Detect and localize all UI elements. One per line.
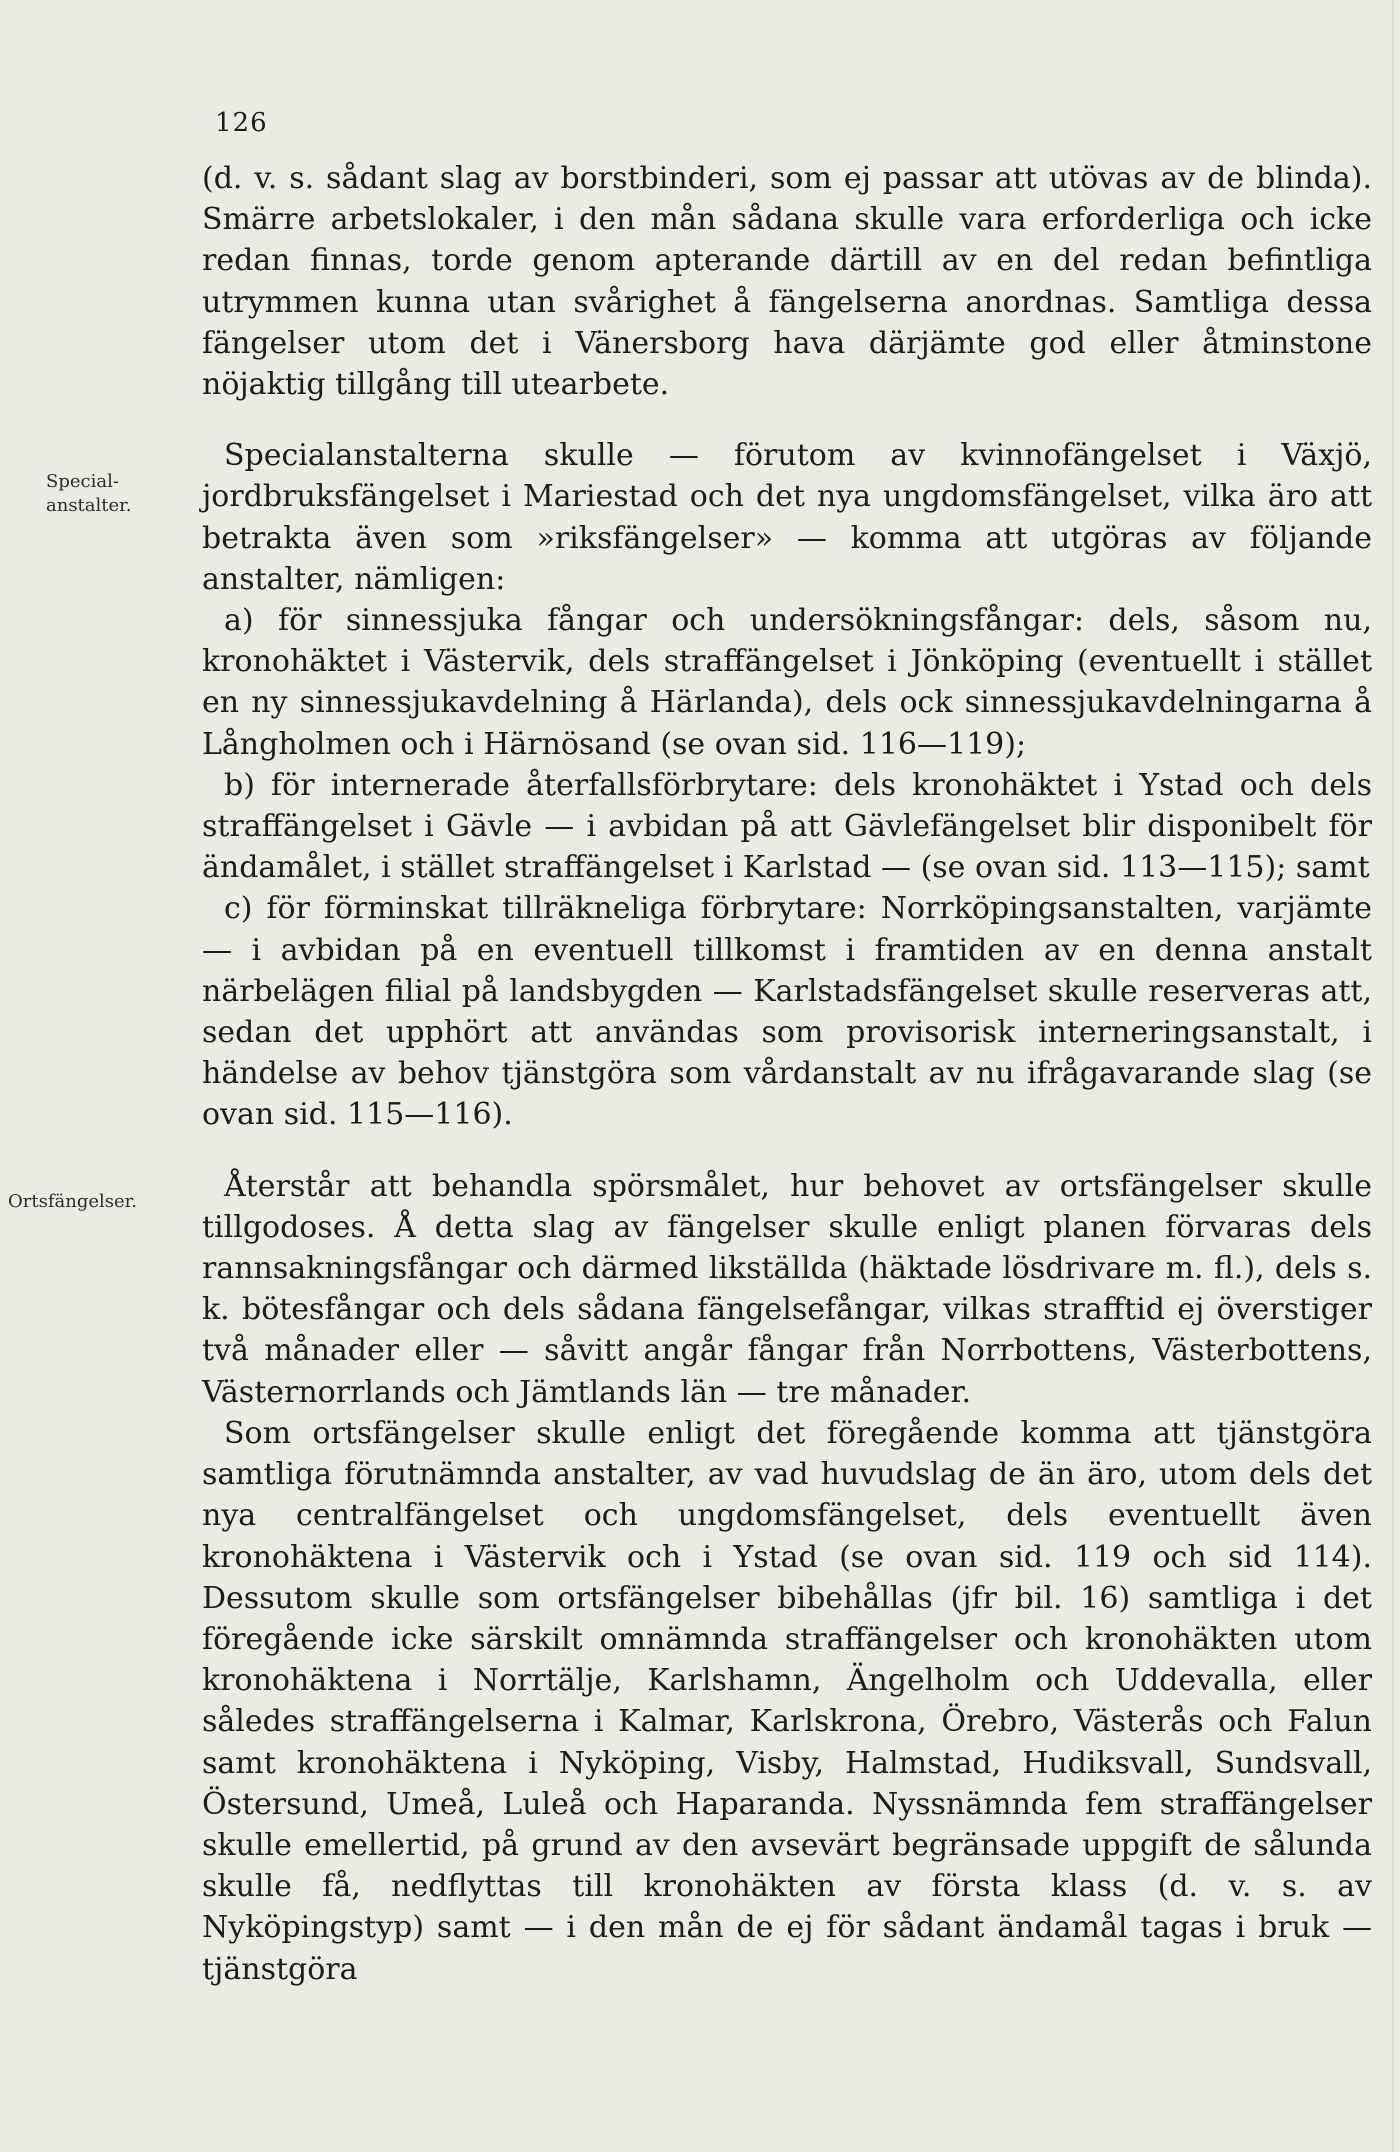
list-item-c: c) för förminskat tillräkneliga förbrytare: Norrköpingsanstalten, varjämte — i avbidan på en eventuell tillkomst i framtiden av en denna anstalt närbelägen filial på landsbygden — Karlstadsfängelset skulle reserveras att, sedan det upphört att användas som provisorisk interneringsanstalt, i händelse av behov tjänstgöra som vårdanstalt av nu ifrågavarande slag (se ovan sid. 115—116). xyxy=(202,891,1372,1133)
paragraph-ortsfangelser-list: Som ortsfängelser skulle enligt det föregående komma att tjänstgöra samtliga förutnämnda anstalter, av vad huvudslag de än äro, utom dels det nya centralfängelset och ungdomsfängelset, dels eventuellt även kronohäktena i Västervik och i Ystad (se ovan sid. 119 och sid 114). Dessutom skulle som ortsfängelser bibehållas (jfr bil. 16) samtliga i det föregående icke särskilt omnämnda straffängelser och kronohäkten utom kronohäktena i Norrtälje, Karlshamn, Ängelholm och Uddevalla, eller således straffängelserna i Kalmar, Karlskrona, Örebro, Västerås och Falun samt kronohäktena i Nyköping, Visby, Halmstad, Hudiksvall, Sundsvall, Östersund, Umeå, Luleå och Haparanda. Nyssnämnda fem straffängelser skulle emellertid, på grund av den avsevärt begränsade uppgift de sålunda skulle få, nedflyttas till kronohäkten av första klass (d. v. s. av Nyköpingstyp) samt — i den mån de ej för sådant ändamål tagas i bruk — tjänstgöra xyxy=(202,1415,1372,1987)
list-item-a: a) för sinnessjuka fångar och undersökningsfångar: dels, såsom nu, kronohäktet i Västervik, dels straffängelset i Jönköping (eventuellt i stället en ny sinnessjukavdelning å Härlanda), dels ock sinnessjukavdelningarna å Långholmen och i Härnösand (se ovan sid. 116—119); xyxy=(202,603,1372,762)
margin-note-ortsfangelser: Ortsfängelser. xyxy=(8,1191,137,1212)
list-item-b: b) för internerade återfallsförbrytare: dels kronohäktet i Ystad och dels straffängelset i Gävle — i avbidan på att Gävlefängelset blir disponibelt för ändamålet, i stället straffängelset i Karlstad — (se ovan sid. 113—115); samt xyxy=(202,767,1372,886)
page-edge-line xyxy=(1392,0,1394,2152)
paragraph-continuation: (d. v. s. sådant slag av borstbinderi, som ej passar att utövas av de blinda). Smärre arbetslokaler, i den mån sådana skulle vara erforderliga och icke redan finnas, torde genom apterande därtill av en del redan befintliga utrymmen kunna utan svårighet å fängelserna anordnas. Samtliga dessa fängelser utom det i Vänersborg hava därjämte god eller åtminstone nöjaktig tillgång till utearbete. xyxy=(202,161,1372,403)
margin-note-special: Special- anstalter. xyxy=(46,471,132,516)
paragraph-specialanstalter: Specialanstalterna skulle — förutom av kvinnofängelset i Växjö, jordbruksfängelset i Mariestad och det nya ungdomsfängelset, vilka äro att betrakta även som »riksfängelser» — komma att utgöras av följande anstalter, nämligen: xyxy=(202,438,1372,597)
page-number: 126 xyxy=(215,108,268,138)
body-text xyxy=(202,158,1372,1990)
paragraph-ortsfangelser: Återstår att behandla spörsmålet, hur behovet av ortsfängelser skulle tillgodoses. Å detta slag av fängelser skulle enligt planen förvaras dels rannsakningsfångar och därmed likställda (häktade lösdrivare m. fl.), dels s. k. bötesfångar och dels sådana fängelsefångar, vilkas strafftid ej överstiger två månader eller — såvitt angår fångar från Norrbottens, Västerbottens, Västernorrlands och Jämtlands län — tre månader. xyxy=(202,1168,1372,1410)
